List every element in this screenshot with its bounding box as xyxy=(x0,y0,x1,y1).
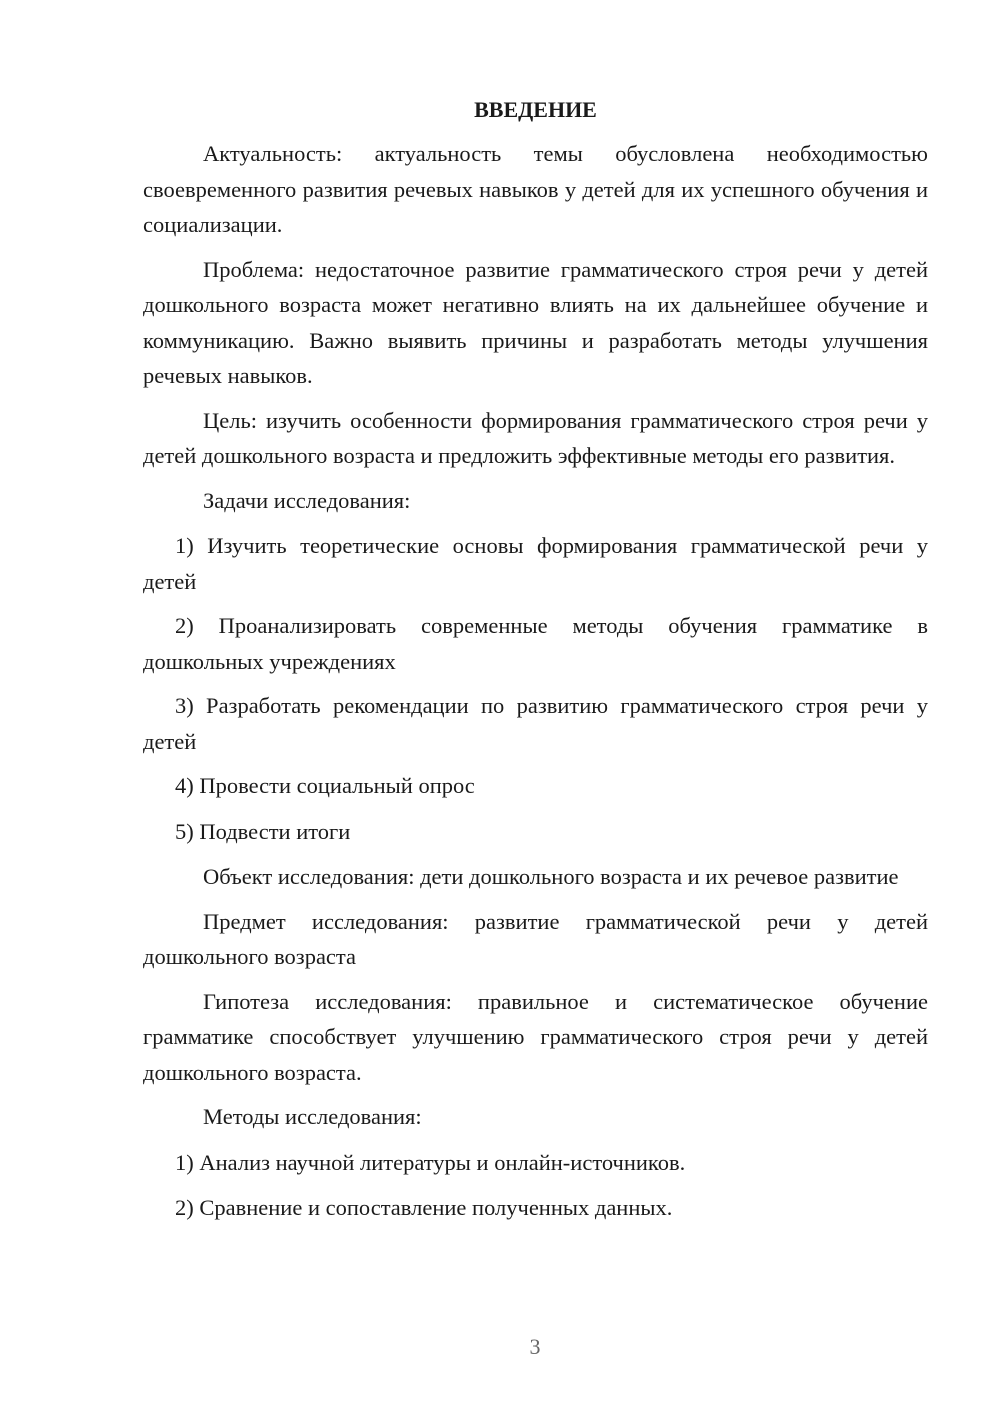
method-item: 1) Анализ научной литературы и онлайн-источников. xyxy=(175,1149,686,1175)
task-item: 3) Разработать рекомендации по развитию грамматического строя речи у детей xyxy=(143,693,928,754)
task-item: 2) Проанализировать современные методы обучения грамматике в дошкольных учреждениях xyxy=(143,613,928,674)
task-item: 5) Подвести итоги xyxy=(175,818,351,844)
page-title: ВВЕДЕНИЕ xyxy=(474,97,597,122)
problem-paragraph: Проблема: недостаточное развитие грамматического строя речи у детей дошкольного возраста может негативно влиять на их дальнейшее обучение и коммуникацию. Важно выявить причины и разработать методы улучшения речевых навыков. xyxy=(143,256,928,388)
task-item: 4) Провести социальный опрос xyxy=(175,773,475,798)
tasks-heading: Задачи исследования: xyxy=(203,487,411,513)
goal-paragraph: Цель: изучить особенности формирования грамматического строя речи у детей дошкольного возраста и предложить эффективные методы его развития. xyxy=(143,407,928,468)
task-item: 1) Изучить теоретические основы формирования грамматической речи у детей xyxy=(143,533,928,594)
subject-paragraph: Предмет исследования: развитие грамматической речи у детей дошкольного возраста xyxy=(143,908,928,969)
hypothesis-paragraph: Гипотеза исследования: правильное и систематическое обучение грамматике способствует улучшению грамматического строя речи у детей дошкольного возраста. xyxy=(143,988,928,1085)
page-content xyxy=(143,93,928,1236)
object-paragraph: Объект исследования: дети дошкольного возраста и их речевое развитие xyxy=(203,864,899,889)
page-number: 3 xyxy=(529,1334,541,1359)
methods-heading: Методы исследования: xyxy=(203,1104,422,1129)
relevance-paragraph: Актуальность: актуальность темы обусловлена необходимостью своевременного развития речевых навыков у детей для их успешного обучения и социализации. xyxy=(143,141,928,237)
method-item: 2) Сравнение и сопоставление полученных данных. xyxy=(175,1195,673,1220)
